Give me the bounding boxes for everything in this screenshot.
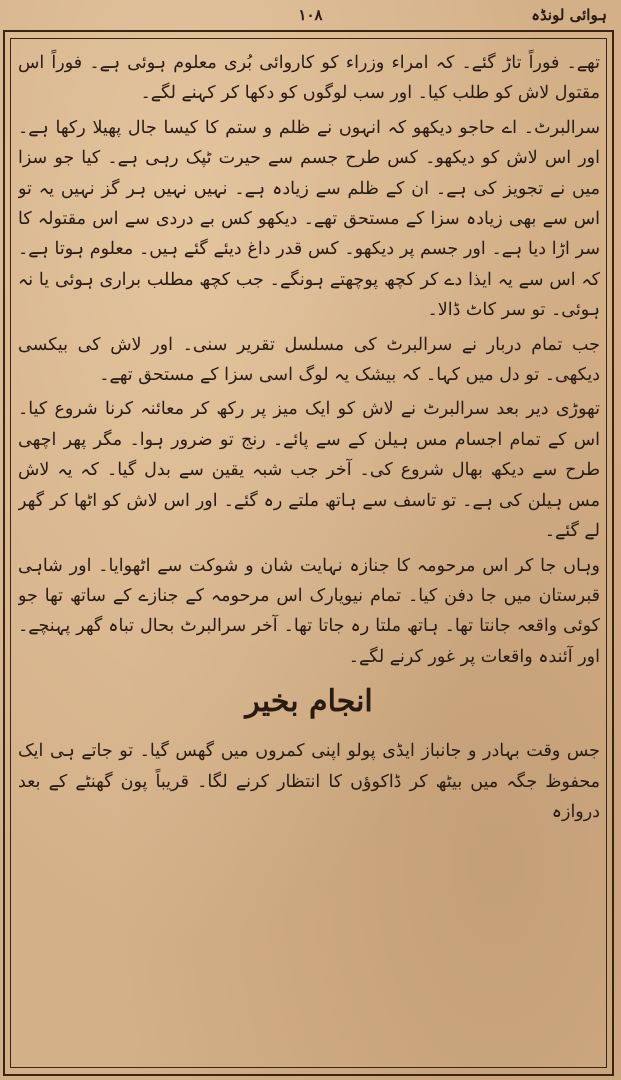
- page-header: [0, 4, 621, 28]
- paragraph: تھوڑی دیر بعد سرالبرٹ نے لاش کو ایک میز پر رکھ کر معائنہ کرنا شروع کیا۔ اس کے تمام اجسام مس ہیلن کے سے پائے۔ رنج تو ضرور ہوا۔ مگر پھر اچھی طرح سے دیکھ بھال شروع کی۔ آخر جب شبہ یقین سے بدل گیا۔ کہ یہ لاش مس ہیلن کی ہے۔ تو تاسف سے ہاتھ ملتے رہ گئے۔ اور اس لاش کو اٹھا کر گھر لے گئے۔: [18, 399, 600, 542]
- paragraph: جب تمام دربار نے سرالبرٹ کی مسلسل تقریر سنی۔ اور لاش کی بیکسی دیکھی۔ تو دل میں کہا۔ کہ بیشک یہ لوگ اسی سزا کے مستحق تھے۔: [18, 334, 600, 386]
- paragraph: وہاں جا کر اس مرحومہ کا جنازہ نہایت شان و شوکت سے اٹھوایا۔ اور شاہی قبرستان میں جا دفن کیا۔ تمام نیویارک اس مرحومہ کے جنازے کے ساتھ تھا جو کوئی واقعہ جانتا تھا۔ ہاتھ ملتا رہ جاتا تھا۔ آخر سرالبرٹ بحال تباہ گھر پہنچے۔ اور آئندہ واقعات پر غور کرنے لگے۔: [18, 555, 600, 667]
- paragraph: تھے۔ فوراً تاڑ گئے۔ کہ امراء وزراء کو کاروائی بُری معلوم ہوئی ہے۔ فوراً اس مقتول لاش کو طلب کیا۔ اور سب لوگوں کو دکھا کر کہنے لگے۔: [18, 53, 600, 104]
- running-title: ہوائی لونڈہ: [531, 6, 607, 24]
- closing-paragraph: جس وقت بہادر و جانباز ایڈی پولو اپنی کمروں میں گھس گیا۔ تو جاتے ہی ایک محفوظ جگہ میں بیٹھ کر ڈاکوؤں کا انتظار کرنے لگا۔ قریباً پون گھنٹے کے بعد دروازہ: [18, 741, 600, 822]
- paragraph: سرالبرٹ۔ اے حاجو دیکھو کہ انہوں نے ظلم و ستم کا کیسا جال پھیلا رکھا ہے۔ اور اس لاش کو دیکھو۔ کس طرح جسم سے حیرت ٹپک رہی ہے۔ کیا جو سزا میں نے تجویز کی ہے۔ ان کے ظلم سے زیادہ ہے۔ نہیں نہیں ہر گز نہیں یہ تو اس سے بھی زیادہ سزا کے مستحق تھے۔ دیکھو کس بے دردی سے اس مقتولہ کا سر اڑا دیا ہے۔ اور جسم پر دیکھو۔ کس قدر داغ دیئے گئے ہیں۔ معلوم ہوتا ہے۔ کہ اس سے یہ ایذا دے کر کچھ پوچھتے ہونگے۔ جب کچھ مطلب براری ہوئی یا نہ ہوئی۔ تو سر کاٹ ڈالا۔: [18, 117, 600, 321]
- page-number: ۱۰۸: [298, 6, 323, 24]
- page-body: [18, 48, 600, 1068]
- closing-heading: انجام بخیر: [245, 684, 373, 720]
